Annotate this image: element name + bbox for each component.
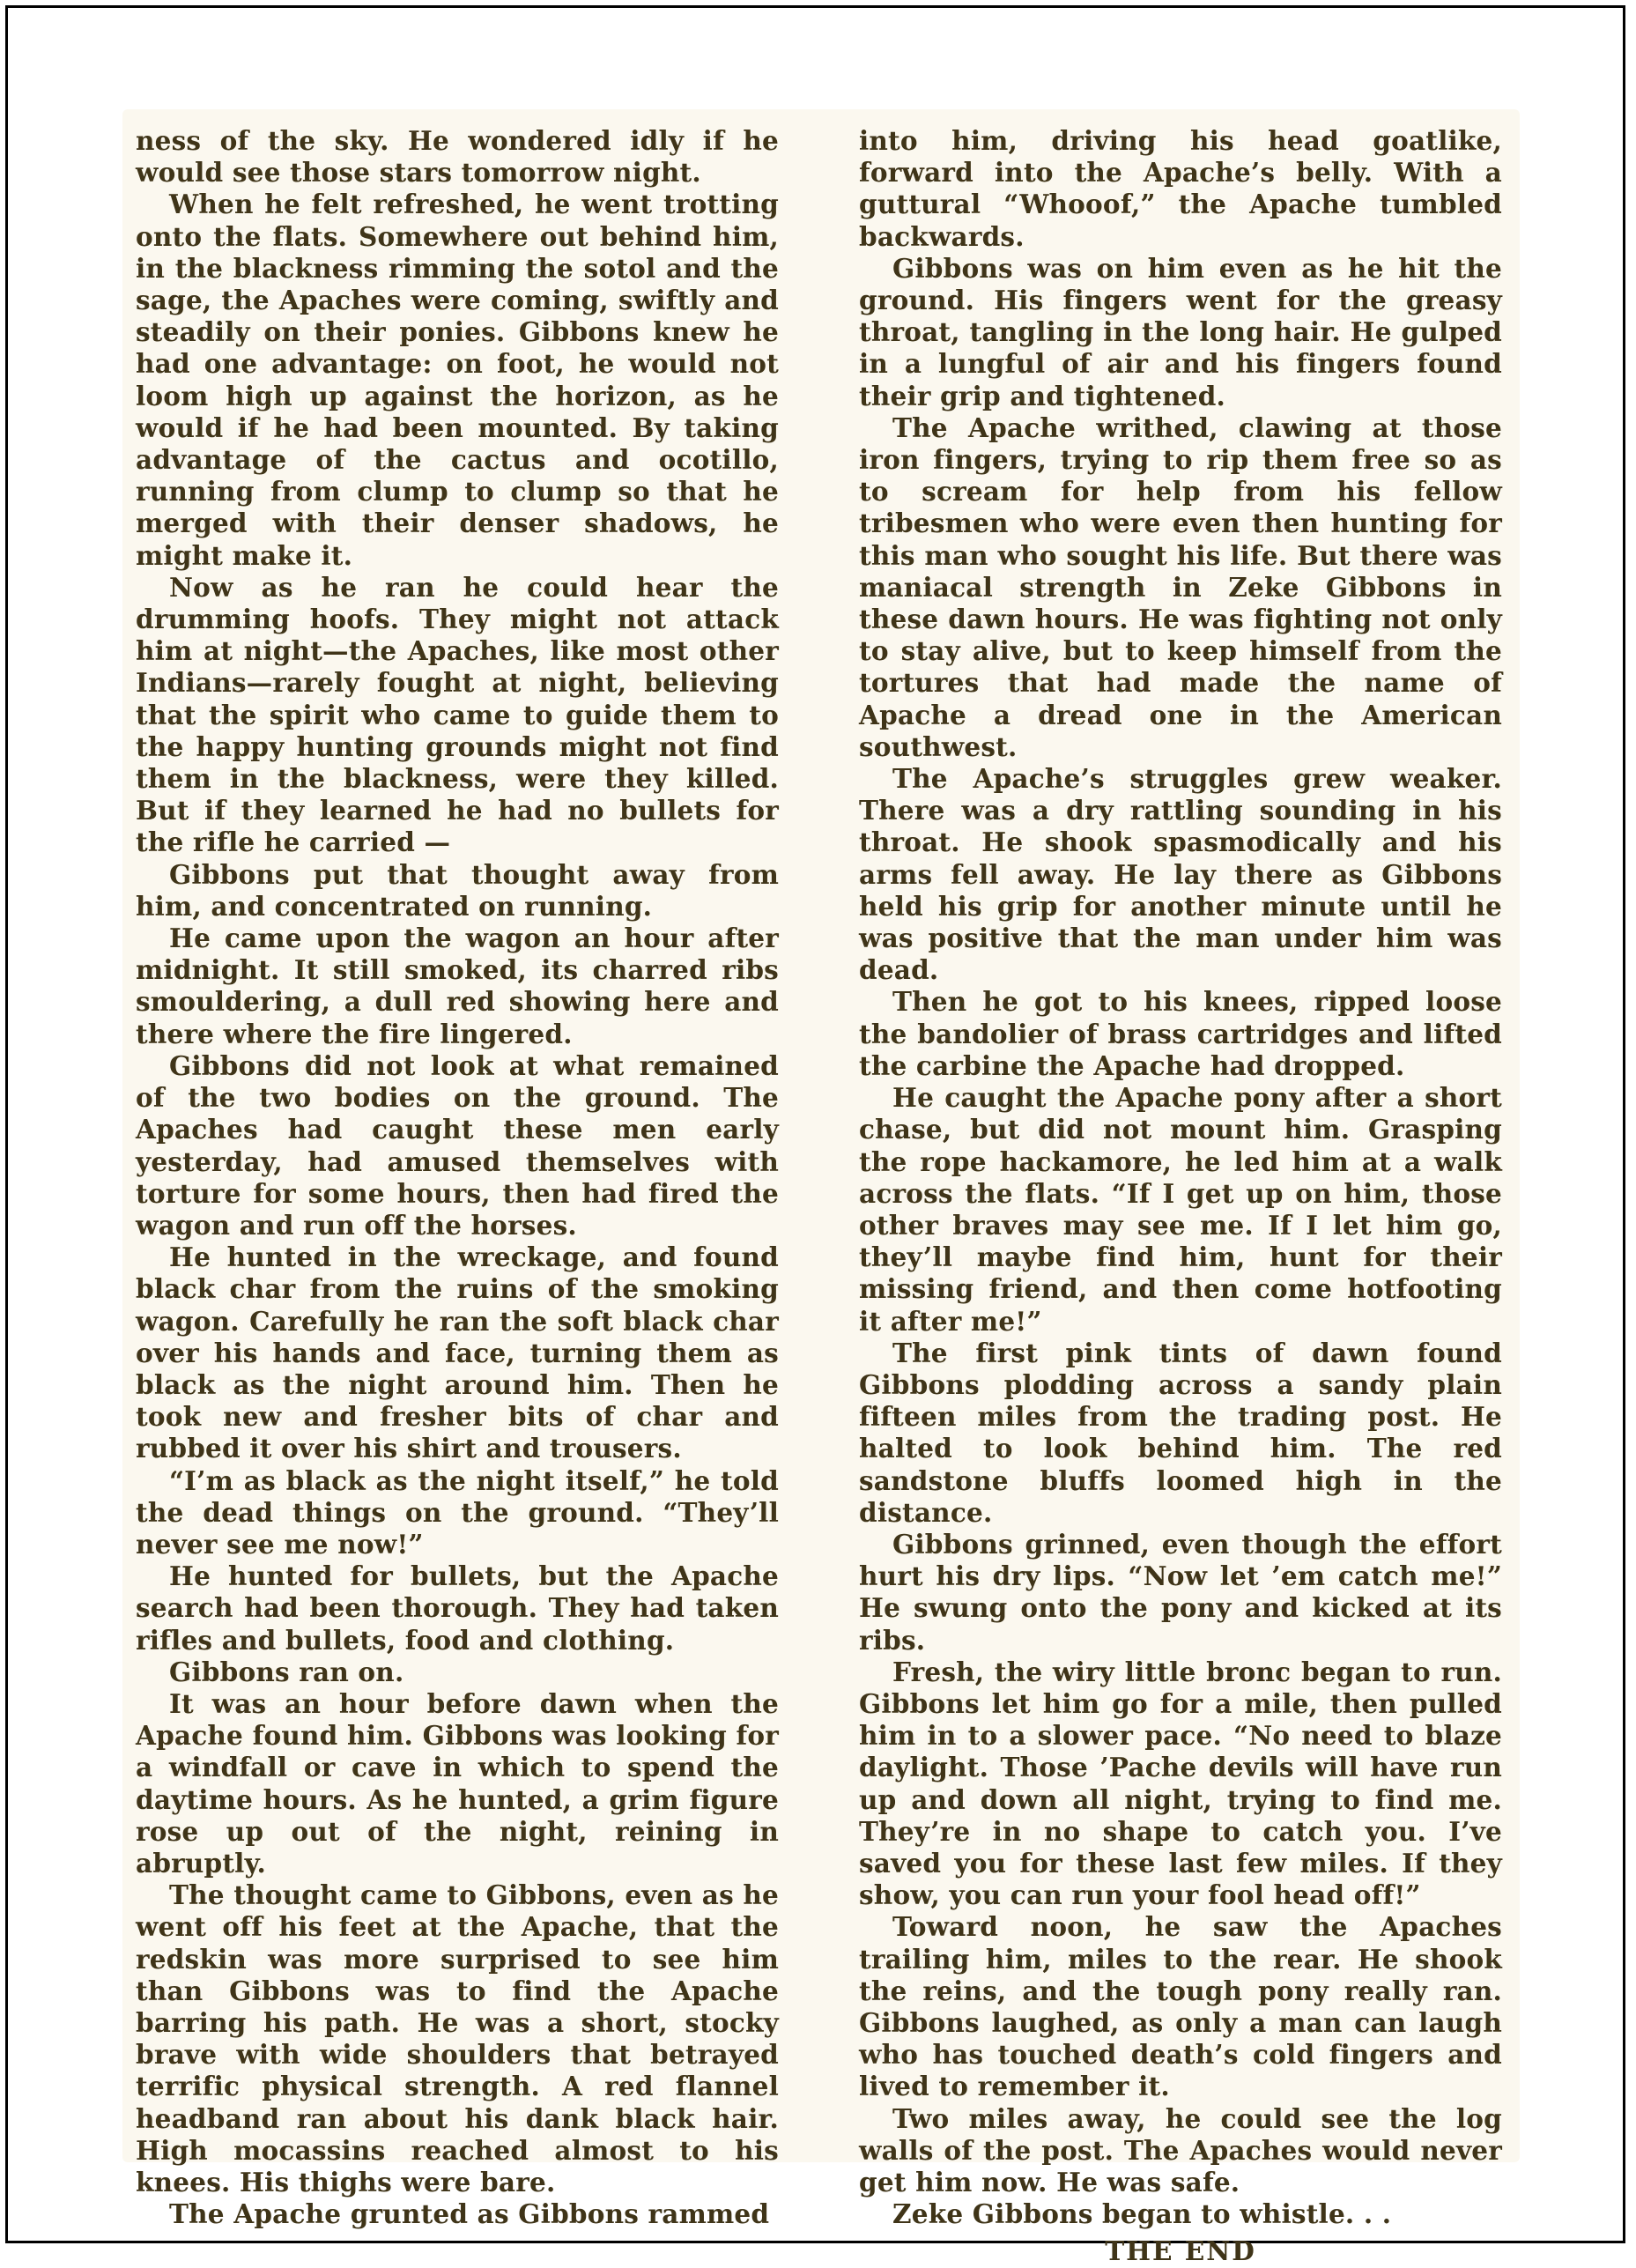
paragraph: Two miles away, he could see the log walls of the post. The Apaches would never get him now. He was safe.	[859, 2102, 1502, 2198]
paragraph: The Apache’s struggles grew weaker. There was a dry rattling sounding in his throat. He shook spasmodically and his arms fell away. He lay there as Gibbons held his grip for another minute until he was positive that the man under him was dead.	[859, 763, 1502, 986]
story-page	[122, 109, 1520, 2267]
paragraph: “I’m as black as the night itself,” he told the dead things on the ground. “They’ll never see me now!”	[136, 1464, 779, 1560]
paragraph: Gibbons grinned, even though the effort hurt his dry lips. “Now let ’em catch me!” He swung onto the pony and kicked at its ribs.	[859, 1528, 1502, 1656]
paragraph: Then he got to his knees, ripped loose the bandolier of brass cartridges and lifted the carbine the Apache had dropped.	[859, 986, 1502, 1081]
paragraph: He hunted for bullets, but the Apache search had been thorough. They had taken rifles and bullets, food and clothing.	[136, 1560, 779, 1656]
paragraph: It was an hour before dawn when the Apache found him. Gibbons was looking for a windfall or cave in which to spend the daytime hours. As he hunted, a grim figure rose up out of the night, reining in abruptly.	[136, 1687, 779, 1879]
paragraph: The thought came to Gibbons, even as he went off his feet at the Apache, that the redskin was more surprised to see him than Gibbons was to find the Apache barring his path. He was a short, stocky brave with wide shoulders that betrayed terrific physical strength. A red flannel headband ran about his dank black hair. High mocassins reached almost to his knees. His thighs were bare.	[136, 1879, 779, 2198]
paragraph: When he felt refreshed, he went trotting onto the flats. Somewhere out behind him, in the blackness rimming the sotol and the sage, the Apaches were coming, swiftly and steadily on their ponies. Gibbons knew he had one advantage: on foot, he would not loom high up against the horizon, as he would if he had been mounted. By taking advantage of the cactus and ocotillo, running from clump to clump so that he merged with their denser shadows, he might make it.	[136, 189, 779, 571]
paragraph: Zeke Gibbons began to whistle. . .	[892, 2198, 1392, 2230]
paragraph: The Apache grunted as Gibbons rammed	[169, 2198, 770, 2230]
paragraph: into him, driving his head goatlike, forward into the Apache’s belly. With a guttural “Whooof,” the Apache tumbled backwards.	[859, 125, 1502, 252]
paragraph: Fresh, the wiry little bronc began to run. Gibbons let him go for a mile, then pulled him in to a slower pace. “No need to blaze daylight. Those ’Pache devils will have run up and down all night, trying to find me. They’re in no shape to catch you. I’ve saved you for these last few miles. If they show, you can run your fool head off!”	[859, 1656, 1502, 1911]
paragraph: ness of the sky. He wondered idly if he would see those stars tomorrow night.	[136, 125, 779, 189]
paragraph: Gibbons ran on.	[169, 1656, 404, 1687]
paragraph: He caught the Apache pony after a short chase, but did not mount him. Grasping the rope hackamore, he led him at a walk across the flats. “If I get up on him, those other braves may see me. If I let him go, they’ll maybe find him, hunt for their missing friend, and then come hotfooting it after me!”	[859, 1082, 1502, 1337]
paragraph: Gibbons did not look at what remained of the two bodies on the ground. The Apaches had caught these men early yesterday, had amused themselves with torture for some hours, then had fired the wagon and run off the horses.	[136, 1049, 779, 1241]
paragraph: Gibbons was on him even as he hit the ground. His fingers went for the greasy throat, tangling in the long hair. He gulped in a lungful of air and his fingers found their grip and tightened.	[859, 252, 1502, 411]
paragraph: The first pink tints of dawn found Gibbons plodding across a sandy plain fifteen miles from the trading post. He halted to look behind him. The red sandstone bluffs loomed high in the distance.	[859, 1337, 1502, 1528]
page-border	[5, 5, 1625, 2267]
the-end-label: THE END	[1105, 2235, 1256, 2267]
paragraph: He came upon the wagon an hour after midnight. It still smoked, its charred ribs smouldering, a dull red showing here and there where the fire lingered.	[136, 923, 779, 1049]
paragraph: Toward noon, he saw the Apaches trailing him, miles to the rear. He shook the reins, and the tough pony really ran. Gibbons laughed, as only a man can laugh who has touched death’s cold fingers and lived to remember it.	[859, 1911, 1502, 2102]
left-column	[136, 125, 779, 2230]
paragraph: Gibbons put that thought away from him, and concentrated on running.	[136, 858, 779, 922]
paragraph: The Apache writhed, clawing at those iron fingers, trying to rip them free so as to scream for help from his fellow tribesmen who were even then hunting for this man who sought his life. But there was maniacal strength in Zeke Gibbons in these dawn hours. He was fighting not only to stay alive, but to keep himself from the tortures that had made the name of Apache a dread one in the American southwest.	[859, 411, 1502, 762]
right-column	[859, 125, 1502, 2268]
paragraph: Now as he ran he could hear the drumming hoofs. They might not attack him at night—the Apaches, like most other Indians—rarely fought at night, believing that the spirit who came to guide them to the happy hunting grounds might not find them in the blackness, were they killed. But if they learned he had no bullets for the rifle he carried —	[136, 571, 779, 858]
paragraph: He hunted in the wreckage, and found black char from the ruins of the smoking wagon. Carefully he ran the soft black char over his hands and face, turning them as black as the night around him. Then he took new and fresher bits of char and rubbed it over his shirt and trousers.	[136, 1241, 779, 1464]
